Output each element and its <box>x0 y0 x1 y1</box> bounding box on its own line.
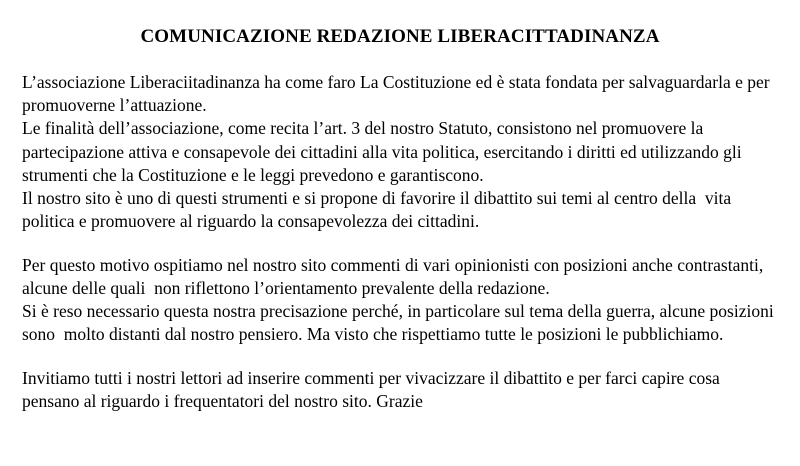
paragraph-spacer-2 <box>22 347 778 367</box>
paragraph-4: Per questo motivo ospitiamo nel nostro sito commenti di vari opinionisti con posizioni anche contrastanti, alcune delle quali non riflettono l’orientamento prevalente della redazione. <box>22 254 768 298</box>
paragraph-3: Il nostro sito è uno di questi strumenti e si propone di favorire il dibattito sui temi al centro della vita politica e promuovere al riguardo la consapevolezza dei cittadini. <box>22 188 736 232</box>
paragraph-5: Si è reso necessario questa nostra precisazione perché, in particolare sul tema della guerra, alcune posizioni sono molto distanti dal nostro pensiero. Ma visto che rispettiamo tutte le posizioni le pubblichiamo. <box>22 301 779 345</box>
paragraph-2: Le finalità dell’associazione, come recita l’art. 3 del nostro Statuto, consistono nel promuovere la partecipazione attiva e consapevole dei cittadini alla vita politica, esercitando i diritti ed utilizzando gli strumenti che la Costituzione e le leggi prevedono e garantiscono. <box>22 118 747 185</box>
paragraph-1: L’associazione Liberaciitadinanza ha come faro La Costituzione ed è stata fondata per salvaguardarla e per promuoverne l’attuazione. <box>22 71 774 116</box>
page-title: COMUNICAZIONE REDAZIONE LIBERACITTADINANZA <box>140 26 660 47</box>
paragraph-6: Invitiamo tutti i nostri lettori ad inserire commenti per vivacizzare il dibattito e per farci capire cosa pensano al riguardo i frequentatori del nostro sito. Grazie <box>22 367 725 411</box>
paragraph-spacer-1 <box>22 234 778 254</box>
